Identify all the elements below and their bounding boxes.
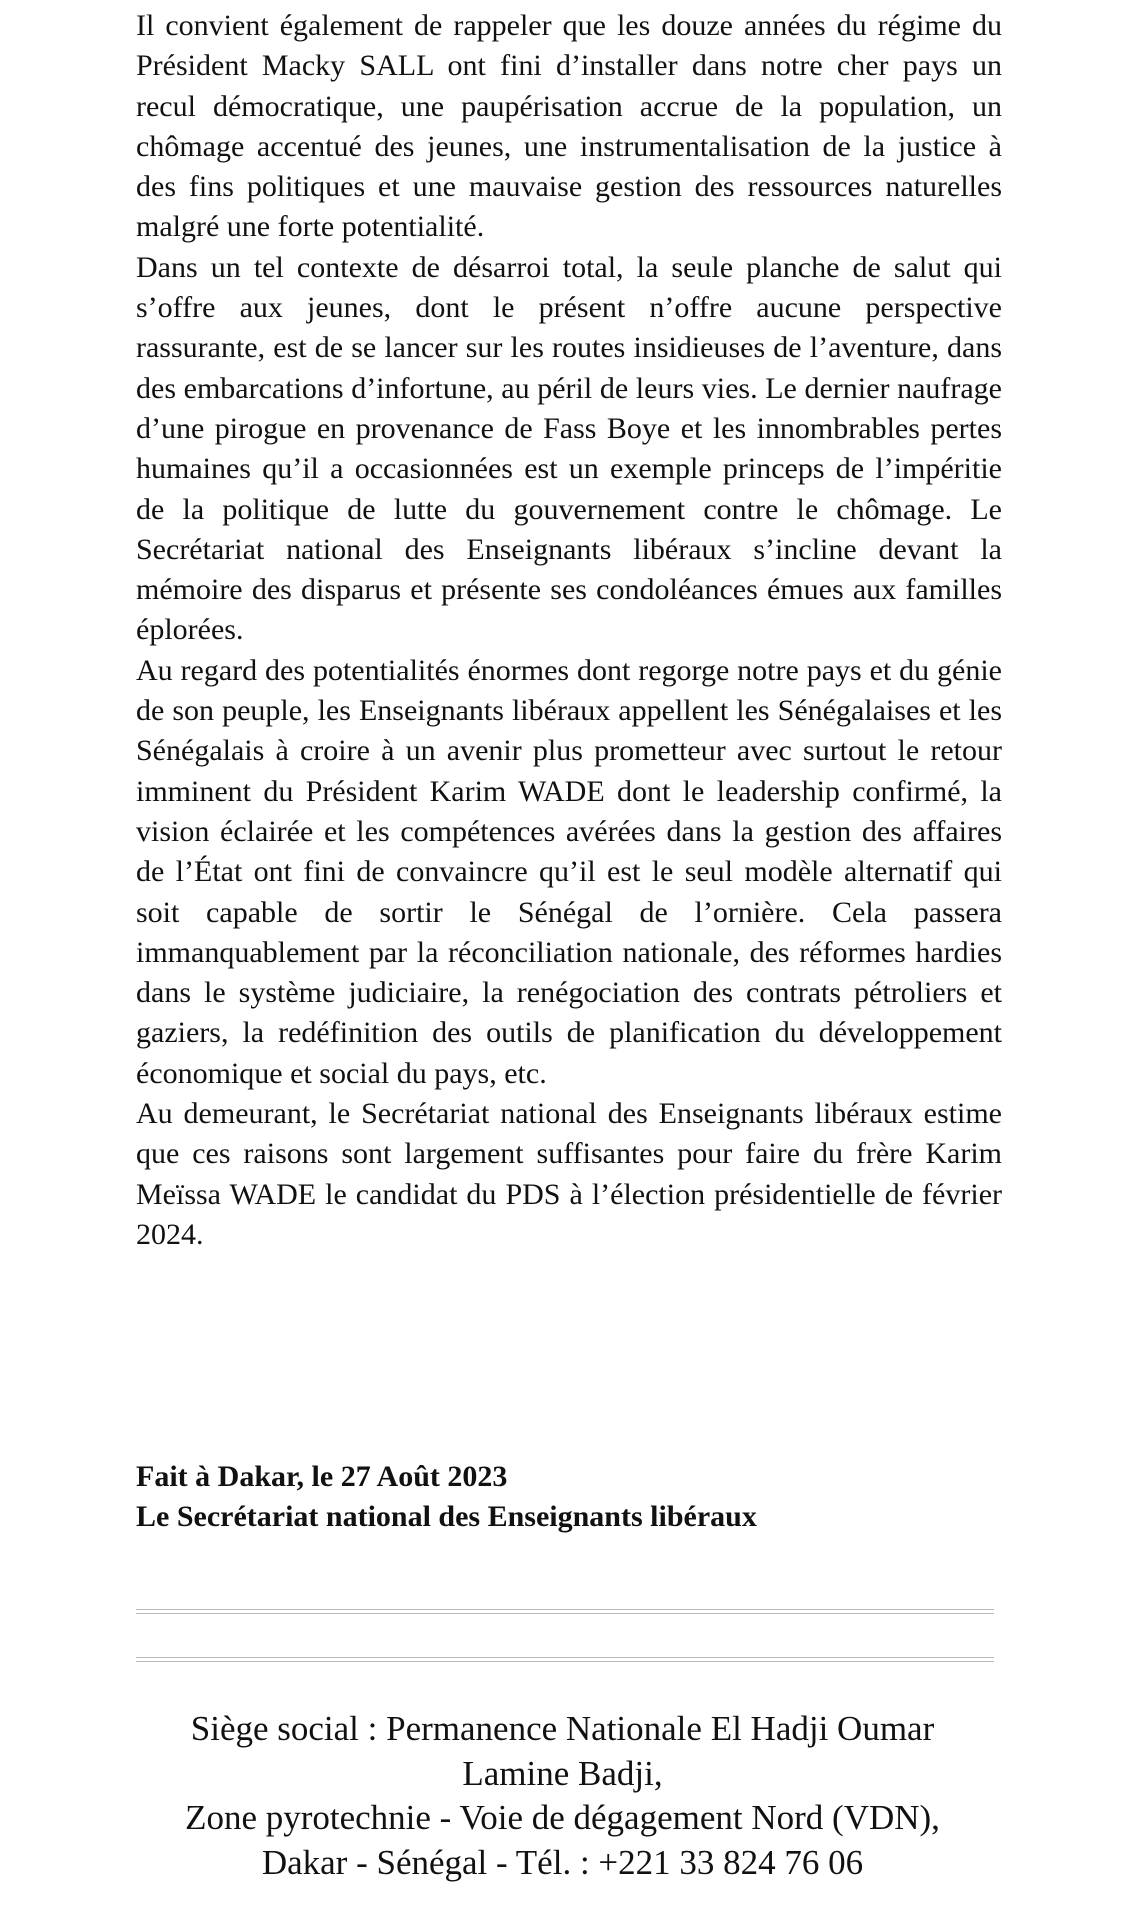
- address-footer: [100, 1707, 1025, 1885]
- signatory: Le Secrétariat national des Enseignants libéraux: [136, 1500, 757, 1533]
- paragraph-candidate-conclusion: Au demeurant, le Secrétariat national des Enseignants libéraux estime que ces raisons sont largement suffisantes pour faire du frère Karim Meïssa WADE le candidat du PDS à l’élection présidentielle de février 2024.: [136, 1097, 1002, 1251]
- footer-line-name-cont: Lamine Badji,: [462, 1753, 663, 1793]
- paragraph-karim-wade-return: Au regard des potentialités énormes dont regorge notre pays et du génie de son peuple, les Enseignants libéraux appellent les Sénégalaises et les Sénégalais à croire à un avenir plus prometteur avec surtout le retour imminent du Président Karim WADE dont le leadership confirmé, la vision éclairée et les compétences avérées dans la gestion des affaires de l’État ont fini de convaincre qu’il est le seul modèle alternatif qui soit capable de sortir le Sénégal de l’ornière. Cela passera immanquablement par la réconciliation nationale, des réformes hardies dans le système judiciaire, la renégociation des contrats pétroliers et gaziers, la redéfinition des outils de planification du développement économique et social du pays, etc.: [136, 653, 1002, 1090]
- footer-line-zone: Zone pyrotechnie - Voie de dégagement Nord (VDN),: [185, 1798, 940, 1837]
- signature-block: [136, 1457, 1002, 1537]
- divider-line: [136, 1657, 994, 1662]
- paragraph-macky-sall-regime: Il convient également de rappeler que les douze années du régime du Président Macky SALL ont fini d’installer dans notre cher pays un recul démocratique, une paupérisation accrue de la population, un chômage accentué des jeunes, une instrumentalisation de la justice à des fins politiques et une mauvaise gestion des ressources naturelles malgré une forte potentialité.: [136, 9, 1002, 244]
- place-and-date: Fait à Dakar, le 27 Août 2023: [136, 1460, 508, 1493]
- paragraph-youth-emigration: Dans un tel contexte de désarroi total, la seule planche de salut qui s’offre aux jeunes, dont le présent n’offre aucune perspective rassurante, est de se lancer sur les routes insidieuses de l’aventure, dans des embarcations d’infortune, au péril de leurs vies. Le dernier naufrage d’une pirogue en provenance de Fass Boye et les innombrables pertes humaines qu’il a occasionnées est un exemple princeps de l’impéritie de la politique de lutte du gouvernement contre le chômage. Le Secrétariat national des Enseignants libéraux s’incline devant la mémoire des disparus et présente ses condoléances émues aux familles éplorées.: [136, 250, 1002, 647]
- footer-line-contact: Dakar - Sénégal - Tél. : +221 33 824 76 06: [261, 1842, 864, 1882]
- document-body: [136, 6, 1002, 1255]
- footer-line-headquarters: Siège social : Permanence Nationale El Hadji Oumar: [190, 1709, 935, 1748]
- divider-line: [136, 1609, 994, 1614]
